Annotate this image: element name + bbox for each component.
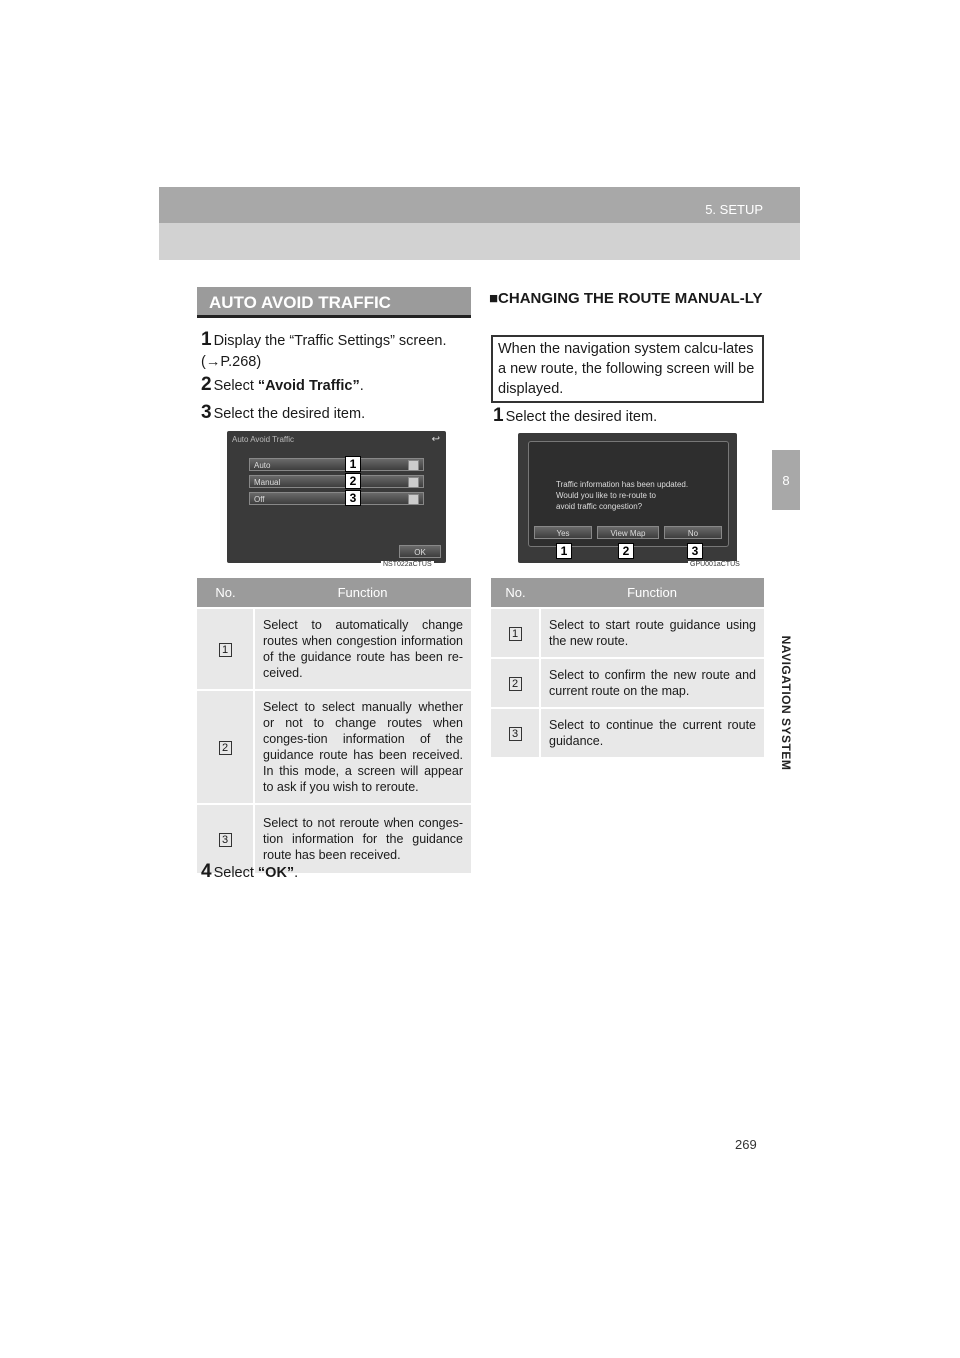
callout-3: 3 bbox=[345, 490, 361, 506]
row-description: Select to not reroute when conges-tion information for the guidance route has been received. bbox=[254, 804, 471, 873]
function-table-right bbox=[491, 578, 764, 757]
page-number: 269 bbox=[735, 1137, 757, 1152]
row-description: Select to continue the current route guidance. bbox=[540, 708, 764, 757]
no-button[interactable]: No bbox=[664, 526, 722, 539]
note-box: When the navigation system calcu-lates a new route, the following screen will be displayed. bbox=[491, 335, 764, 403]
reroute-dialog-screen bbox=[518, 433, 737, 563]
row-number: 3 bbox=[219, 833, 232, 847]
dialog-message: Traffic information has been updated. Would you like to re-route to avoid traffic congestion? bbox=[556, 480, 689, 511]
step-1-right: 1 Select the desired item. bbox=[493, 405, 658, 426]
table-row bbox=[197, 690, 471, 804]
table-header-no: No. bbox=[197, 578, 254, 608]
chapter-tab-number: 8 bbox=[772, 450, 800, 510]
table-header-function: Function bbox=[540, 578, 764, 608]
yes-button[interactable]: Yes bbox=[534, 526, 592, 539]
option-auto[interactable]: Auto bbox=[249, 458, 424, 471]
checkbox-icon bbox=[408, 477, 419, 488]
table-row bbox=[491, 608, 764, 658]
section-header: 5. SETUP bbox=[705, 202, 763, 217]
function-table-left bbox=[197, 578, 471, 873]
table-row bbox=[491, 658, 764, 708]
chapter-tab-label: NAVIGATION SYSTEM bbox=[772, 510, 800, 895]
row-number: 2 bbox=[509, 677, 522, 691]
checkbox-icon bbox=[408, 460, 419, 471]
view-map-button[interactable]: View Map bbox=[597, 526, 659, 539]
section-title: AUTO AVOID TRAFFIC bbox=[197, 287, 471, 318]
callout-3: 3 bbox=[687, 543, 703, 559]
header-bar bbox=[159, 187, 800, 223]
step-3: 3 Select the desired item. bbox=[201, 402, 366, 423]
table-header-function: Function bbox=[254, 578, 471, 608]
table-row bbox=[197, 608, 471, 690]
table-row bbox=[491, 708, 764, 757]
header-band bbox=[159, 223, 800, 260]
option-off[interactable]: Off bbox=[249, 492, 424, 505]
row-description: Select to start route guidance using the new route. bbox=[540, 608, 764, 658]
auto-avoid-traffic-screen bbox=[227, 431, 446, 563]
ok-button[interactable]: OK bbox=[399, 545, 441, 558]
callout-2: 2 bbox=[618, 543, 634, 559]
callout-2: 2 bbox=[345, 473, 361, 489]
row-number: 2 bbox=[219, 741, 232, 755]
screen-title: Auto Avoid Traffic bbox=[232, 435, 294, 444]
checkbox-icon bbox=[408, 494, 419, 505]
step-2: 2 Select “Avoid Traffic”. bbox=[201, 374, 364, 395]
screen-caption: NST022aCTUS bbox=[383, 561, 432, 568]
step-4: 4 Select “OK”. bbox=[201, 861, 299, 882]
row-description: Select to confirm the new route and current route on the map. bbox=[540, 658, 764, 708]
row-number: 3 bbox=[509, 727, 522, 741]
row-description: Select to select manually whether or not to change routes when conges-tion information of the guidance route has been received. In this mode, a screen will appear to ask if you wish to reroute. bbox=[254, 690, 471, 804]
table-header-no: No. bbox=[491, 578, 540, 608]
option-manual[interactable]: Manual bbox=[249, 475, 424, 488]
row-number: 1 bbox=[219, 643, 232, 657]
row-description: Select to automatically change routes when congestion information of the guidance route has been re-ceived. bbox=[254, 608, 471, 690]
row-number: 1 bbox=[509, 627, 522, 641]
callout-1: 1 bbox=[556, 543, 572, 559]
back-icon[interactable]: ↩ bbox=[431, 434, 440, 445]
callout-1: 1 bbox=[345, 456, 361, 472]
step-1: 1 Display the “Traffic Settings” screen. (→P.268) bbox=[201, 329, 447, 370]
sub-heading: ■CHANGING THE ROUTE MANUAL-LY bbox=[489, 290, 763, 307]
screen-caption: GPU001aCTUS bbox=[690, 561, 740, 568]
